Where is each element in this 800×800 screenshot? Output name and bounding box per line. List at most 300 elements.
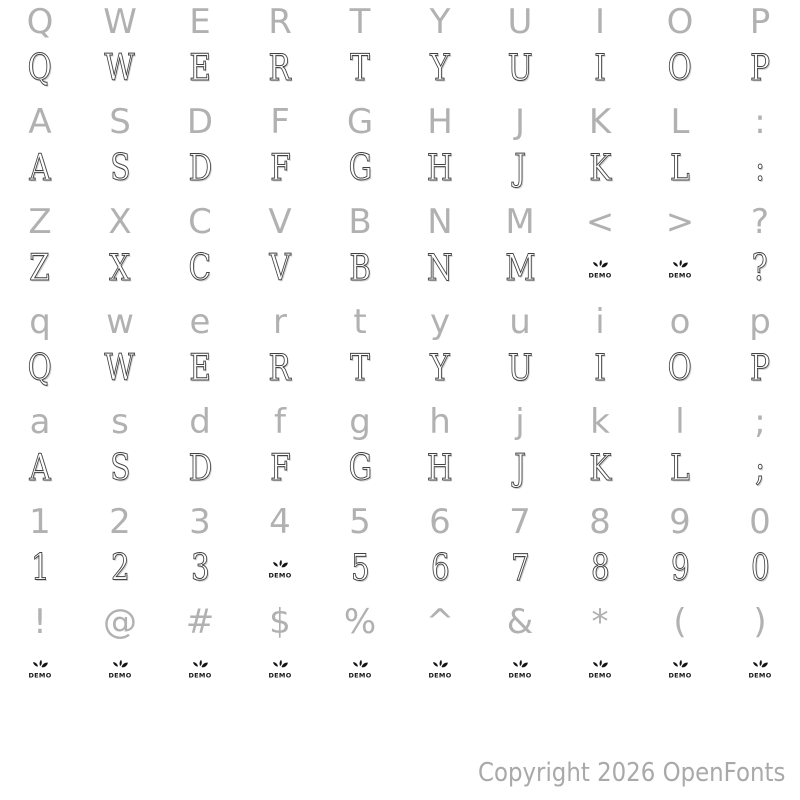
reference-glyph: E [189,2,211,42]
reference-glyph: ( [673,602,687,642]
glyph-cell [240,44,320,94]
glyph-cell [560,444,640,494]
reference-row-uppercase-zxcv [0,200,800,244]
glyph-cell [400,200,480,244]
reference-glyph: $ [269,602,291,642]
demo-font-glyph: F [269,448,291,489]
demo-font-glyph: P [750,48,770,89]
demo-font-glyph: : [755,148,765,189]
reference-row-digits [0,500,800,544]
leaf-left [593,662,598,667]
glyph-cell [160,0,240,44]
glyph-cell [0,0,80,44]
reference-glyph: Z [28,202,52,242]
glyph-cell [160,44,240,94]
demo-watermark-label: DEMO [188,671,212,680]
glyph-cell [640,0,720,44]
reference-row-lowercase-asdf [0,400,800,444]
glyph-cell [320,344,400,394]
demo-watermark-label: DEMO [588,671,612,680]
demo-watermark-icon [507,658,533,680]
demo-font-glyph: 5 [350,548,370,589]
demo-font-glyph: E [189,48,211,89]
demo-font-glyph: D [188,448,212,489]
leaf-middle [760,660,762,666]
leaf-middle [600,260,602,266]
glyph-cell [320,144,400,194]
glyph-cell [160,500,240,544]
glyph-cell [400,600,480,644]
demo-font-glyph: Y [430,48,450,89]
glyph-cell [0,500,80,544]
demo-font-glyph: 6 [430,548,450,589]
glyph-cell [160,644,240,694]
glyph-cell [560,200,640,244]
glyph-cell [560,344,640,394]
reference-glyph: ^ [425,602,455,642]
leaf-middle [120,660,122,666]
reference-glyph: H [427,102,453,142]
glyph-cell [80,200,160,244]
glyph-cell [320,644,400,694]
reference-glyph: P [749,2,771,42]
leaf-right [362,663,368,668]
leaf-left [193,662,198,667]
leaf-left [593,262,598,267]
glyph-cell [240,344,320,394]
glyph-cell [80,144,160,194]
glyph-cell [320,544,400,594]
glyph-cell [720,444,800,494]
glyph-cell [0,300,80,344]
reference-glyph: o [669,302,691,342]
demo-watermark-icon [427,658,453,680]
demo-font-glyph: W [104,348,136,389]
glyph-cell [0,444,80,494]
reference-glyph: i [595,302,605,342]
reference-glyph: t [353,302,367,342]
glyph-cell [320,200,400,244]
demo-watermark-label: DEMO [668,671,692,680]
reference-glyph: h [429,402,451,442]
glyph-row-pair-lowercase-qwerty [0,300,800,400]
reference-glyph: A [28,102,52,142]
reference-glyph: B [348,202,372,242]
demo-watermark-label: DEMO [748,671,772,680]
reference-glyph: G [346,102,374,142]
reference-glyph: j [515,402,525,442]
glyph-cell [720,300,800,344]
demo-font-glyph: V [269,248,291,289]
glyph-cell [80,44,160,94]
leaf-right [762,663,768,668]
glyph-cell [320,500,400,544]
glyph-cell [240,444,320,494]
reference-glyph: w [106,302,134,342]
leaf-middle [440,660,442,666]
demo-watermark-icon [187,658,213,680]
rendered-row-symbols [0,644,800,694]
demo-font-glyph: T [350,348,370,389]
glyph-cell [240,400,320,444]
glyph-cell [400,244,480,294]
reference-glyph: & [506,602,534,642]
leaf-right [682,663,688,668]
demo-font-glyph: 2 [110,548,130,589]
demo-watermark-label: DEMO [268,671,292,680]
demo-font-glyph: Q [27,48,53,89]
demo-font-glyph: E [189,348,211,389]
leaf-right [602,663,608,668]
glyph-cell [320,244,400,294]
reference-glyph: W [103,2,137,42]
rendered-row-uppercase-asdf [0,144,800,194]
reference-glyph: s [111,402,129,442]
demo-font-glyph: A [29,148,51,189]
demo-font-glyph: 1 [30,548,50,589]
reference-glyph: 4 [269,502,291,542]
glyph-cell [640,400,720,444]
rendered-row-lowercase-qwerty [0,344,800,394]
demo-font-glyph: O [667,348,693,389]
glyph-cell [160,600,240,644]
reference-glyph: K [588,102,612,142]
demo-font-glyph: P [750,348,770,389]
glyph-cell [160,300,240,344]
leaf-middle [280,560,282,566]
demo-font-glyph: G [348,448,372,489]
glyph-cell [560,44,640,94]
demo-watermark-icon [747,658,773,680]
reference-glyph: C [188,202,212,242]
reference-glyph: 2 [109,502,131,542]
reference-glyph: M [505,202,535,242]
glyph-cell [240,544,320,594]
leaf-left [753,662,758,667]
reference-glyph: d [189,402,211,442]
glyph-cell [400,100,480,144]
leaf-middle [520,660,522,666]
glyph-cell [400,444,480,494]
leaf-left [273,662,278,667]
glyph-cell [400,400,480,444]
demo-font-glyph: L [670,448,690,489]
leaf-right [202,663,208,668]
glyph-cell [240,144,320,194]
glyph-cell [480,300,560,344]
glyph-cell [0,44,80,94]
demo-font-glyph: D [188,148,212,189]
demo-font-glyph: ; [755,448,765,489]
reference-row-uppercase-qwerty [0,0,800,44]
glyph-cell [0,600,80,644]
reference-glyph: e [189,302,211,342]
demo-font-glyph: O [667,48,693,89]
glyph-cell [560,544,640,594]
demo-watermark-icon [27,658,53,680]
reference-row-lowercase-qwerty [0,300,800,344]
glyph-cell [240,600,320,644]
leaf-right [122,663,128,668]
glyph-cell [560,500,640,544]
rendered-row-uppercase-zxcv [0,244,800,294]
glyph-cell [320,0,400,44]
reference-glyph: # [185,602,215,642]
glyph-cell [400,300,480,344]
glyph-cell [400,44,480,94]
glyph-cell [640,644,720,694]
demo-font-glyph: X [109,248,131,289]
reference-glyph: 6 [429,502,451,542]
demo-font-glyph: 0 [750,548,770,589]
glyph-cell [720,144,800,194]
glyph-cell [80,600,160,644]
reference-glyph: a [29,402,51,442]
glyph-cell [640,444,720,494]
demo-font-glyph: L [670,148,690,189]
leaf-right [42,663,48,668]
demo-font-glyph: M [504,248,536,289]
glyph-cell [0,644,80,694]
leaf-right [602,263,608,268]
reference-glyph: F [270,102,290,142]
reference-glyph: 0 [749,502,771,542]
rendered-row-digits [0,544,800,594]
glyph-cell [480,500,560,544]
demo-font-glyph: H [427,148,453,189]
glyph-cell [400,344,480,394]
glyph-row-pair-uppercase-asdf [0,100,800,200]
leaf-middle [600,660,602,666]
glyph-cell [240,100,320,144]
glyph-cell [480,200,560,244]
reference-glyph: 1 [29,502,51,542]
demo-watermark-label: DEMO [428,671,452,680]
glyph-cell [0,400,80,444]
reference-glyph: X [108,202,132,242]
demo-font-glyph: T [350,48,370,89]
glyph-cell [640,500,720,544]
demo-font-glyph: J [514,448,526,489]
reference-glyph: r [273,302,287,342]
demo-font-glyph: S [109,148,131,189]
demo-font-glyph: U [507,348,533,389]
demo-font-glyph: K [588,448,612,489]
glyph-cell [400,144,480,194]
glyph-cell [480,44,560,94]
reference-row-uppercase-asdf [0,100,800,144]
reference-glyph: 8 [589,502,611,542]
glyph-cell [160,244,240,294]
glyph-cell [480,144,560,194]
glyph-row-pair-lowercase-asdf [0,400,800,500]
leaf-left [113,662,118,667]
demo-watermark-icon [267,658,293,680]
demo-font-glyph: J [514,148,526,189]
glyph-cell [560,244,640,294]
reference-glyph: 7 [509,502,531,542]
glyph-cell [160,400,240,444]
glyph-cell [640,244,720,294]
demo-font-glyph: F [269,148,291,189]
glyph-cell [640,344,720,394]
demo-font-glyph: 7 [510,548,530,589]
glyph-cell [720,600,800,644]
leaf-middle [280,660,282,666]
glyph-cell [0,200,80,244]
glyph-cell [640,544,720,594]
reference-glyph: > [665,202,695,242]
demo-watermark-icon [267,558,293,580]
reference-glyph: k [590,402,610,442]
glyph-cell [320,100,400,144]
glyph-cell [240,644,320,694]
glyph-cell [400,544,480,594]
reference-glyph: * [591,602,609,642]
reference-glyph: : [754,102,766,142]
demo-font-glyph: G [348,148,372,189]
glyph-cell [640,300,720,344]
reference-glyph: 5 [349,502,371,542]
reference-glyph: ) [753,602,767,642]
glyph-cell [80,244,160,294]
leaf-right [682,263,688,268]
glyph-cell [480,644,560,694]
glyph-cell [720,0,800,44]
glyph-cell [160,344,240,394]
glyph-cell [80,0,160,44]
glyph-cell [400,0,480,44]
reference-glyph: g [349,402,371,442]
glyph-row-pair-digits [0,500,800,600]
glyph-cell [400,644,480,694]
reference-glyph: ; [754,402,766,442]
glyph-cell [480,0,560,44]
glyph-cell [400,500,480,544]
demo-watermark-icon [347,658,373,680]
glyph-cell [80,344,160,394]
demo-watermark-icon [587,258,613,280]
demo-font-glyph: B [349,248,371,289]
reference-glyph: I [594,2,606,42]
demo-font-glyph: A [29,448,51,489]
glyph-cell [720,544,800,594]
glyph-cell [80,500,160,544]
reference-glyph: T [349,2,371,42]
leaf-middle [40,660,42,666]
reference-glyph: V [268,202,292,242]
glyph-cell [480,344,560,394]
glyph-cell [0,244,80,294]
reference-glyph: f [274,402,286,442]
glyph-cell [160,144,240,194]
leaf-right [282,563,288,568]
reference-glyph: Y [429,2,451,42]
demo-watermark-label: DEMO [668,271,692,280]
glyph-cell [480,400,560,444]
glyph-cell [720,400,800,444]
demo-watermark-icon [107,658,133,680]
reference-glyph: D [186,102,214,142]
leaf-left [353,662,358,667]
demo-watermark-label: DEMO [28,671,52,680]
glyph-cell [720,244,800,294]
reference-glyph: ? [750,202,770,242]
reference-glyph: 9 [669,502,691,542]
reference-glyph: R [268,2,292,42]
reference-glyph: < [585,202,615,242]
glyph-cell [320,600,400,644]
leaf-left [673,662,678,667]
reference-glyph: @ [103,602,137,642]
demo-font-glyph: 3 [190,548,210,589]
glyph-cell [160,544,240,594]
demo-font-glyph: I [594,48,606,89]
glyph-cell [240,0,320,44]
glyph-row-pair-symbols [0,600,800,700]
reference-glyph: q [29,302,51,342]
glyph-cell [640,600,720,644]
leaf-right [522,663,528,668]
reference-glyph: N [427,202,453,242]
demo-watermark-icon [667,258,693,280]
glyph-cell [640,100,720,144]
reference-glyph: Q [26,2,54,42]
glyph-cell [240,500,320,544]
glyph-cell [480,600,560,644]
leaf-right [282,663,288,668]
glyph-cell [640,200,720,244]
glyph-cell [480,544,560,594]
glyph-cell [320,400,400,444]
glyph-cell [0,544,80,594]
demo-font-glyph: Z [29,248,51,289]
glyph-cell [160,100,240,144]
demo-font-glyph: I [594,348,606,389]
glyph-cell [0,344,80,394]
glyph-cell [560,400,640,444]
demo-watermark-icon [587,658,613,680]
glyph-cell [640,144,720,194]
reference-glyph: S [109,102,131,142]
demo-watermark-icon [667,658,693,680]
reference-glyph: L [670,102,690,142]
glyph-cell [240,200,320,244]
leaf-left [33,662,38,667]
glyph-cell [80,100,160,144]
demo-watermark-label: DEMO [268,571,292,580]
glyph-cell [80,444,160,494]
glyph-cell [480,244,560,294]
rendered-row-uppercase-qwerty [0,44,800,94]
glyph-cell [160,200,240,244]
demo-watermark-label: DEMO [588,271,612,280]
demo-watermark-label: DEMO [508,671,532,680]
leaf-middle [680,260,682,266]
reference-glyph: U [507,2,533,42]
reference-row-symbols [0,600,800,644]
reference-glyph: l [675,402,685,442]
leaf-left [273,562,278,567]
glyph-cell [0,100,80,144]
glyph-cell [240,244,320,294]
reference-glyph: 3 [189,502,211,542]
glyph-cell [560,0,640,44]
glyph-cell [720,344,800,394]
glyph-cell [320,444,400,494]
glyph-cell [560,144,640,194]
glyph-cell [560,644,640,694]
